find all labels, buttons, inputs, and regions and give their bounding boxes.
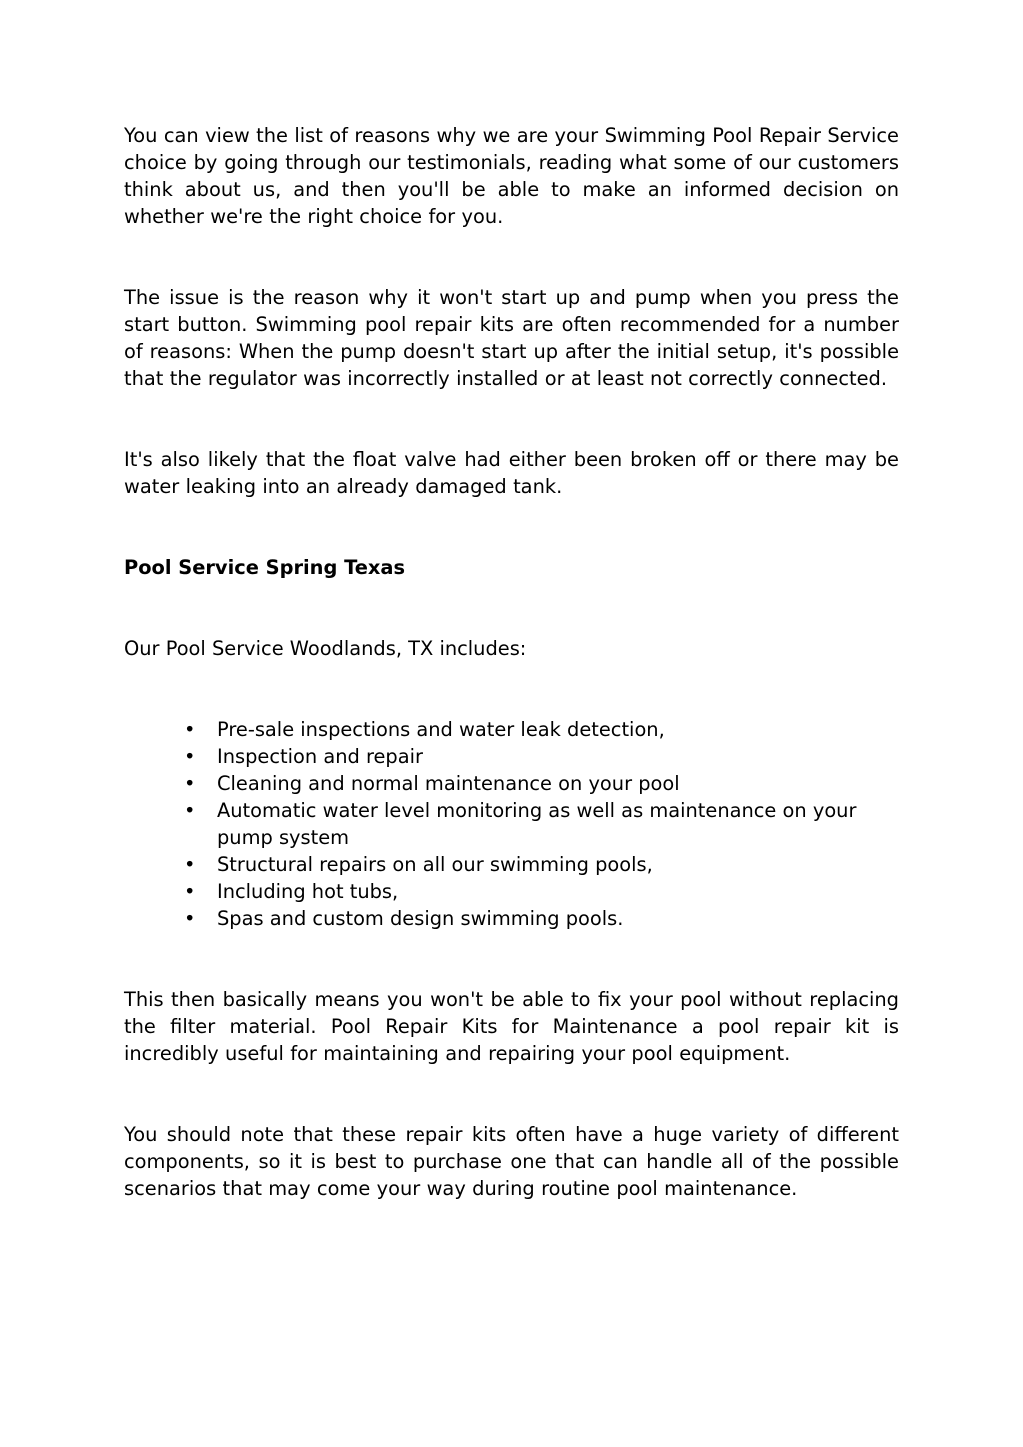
spacer [124,1067,899,1121]
paragraph-testimonials: You can view the list of reasons why we are your Swimming Pool Repair Service choice by going through our testimonials, reading what some of our customers think about us, and then you'll be able to make an informed decision on whether we're the right choice for you. [124,124,899,228]
list-item: • Spas and custom design swimming pools. [124,905,899,932]
paragraph-filter-material: This then basically means you won't be able to fix your pool without replacing the filter material. Pool Repair Kits for Maintenance a pool repair kit is incredibly useful for maintaining and repairing your pool equipment. [124,988,899,1065]
spacer [124,392,899,446]
paragraph-repair-kits: You should note that these repair kits often have a huge variety of different components, so it is best to purchase one that can handle all of the possible scenarios that may come your way during routine pool maintenance. [124,1123,899,1200]
list-item: • Pre-sale inspections and water leak detection, [124,716,899,743]
services-intro: Our Pool Service Woodlands, TX includes: [124,637,527,660]
paragraph-float-valve: It's also likely that the float valve had either been broken off or there may be water leaking into an already damaged tank. [124,448,899,498]
spacer [124,581,899,635]
services-list [124,716,899,932]
list-item: • Including hot tubs, [124,878,899,905]
document-page [124,122,899,1202]
list-item: • Structural repairs on all our swimming pools, [124,851,899,878]
paragraph-pump-issue: The issue is the reason why it won't start up and pump when you press the start button. Swimming pool repair kits are often recommended for a number of reasons: When the pump doesn't start up after the initial setup, it's possible that the regulator was incorrectly installed or at least not correctly connected. [124,286,899,390]
section-heading: Pool Service Spring Texas [124,556,406,579]
list-item: • Cleaning and normal maintenance on your pool [124,770,899,797]
spacer [124,500,899,554]
list-item: • Inspection and repair [124,743,899,770]
list-item: • Automatic water level monitoring as well as maintenance on your pump system [124,797,899,851]
spacer [124,932,899,986]
spacer [124,230,899,284]
spacer [124,662,899,716]
